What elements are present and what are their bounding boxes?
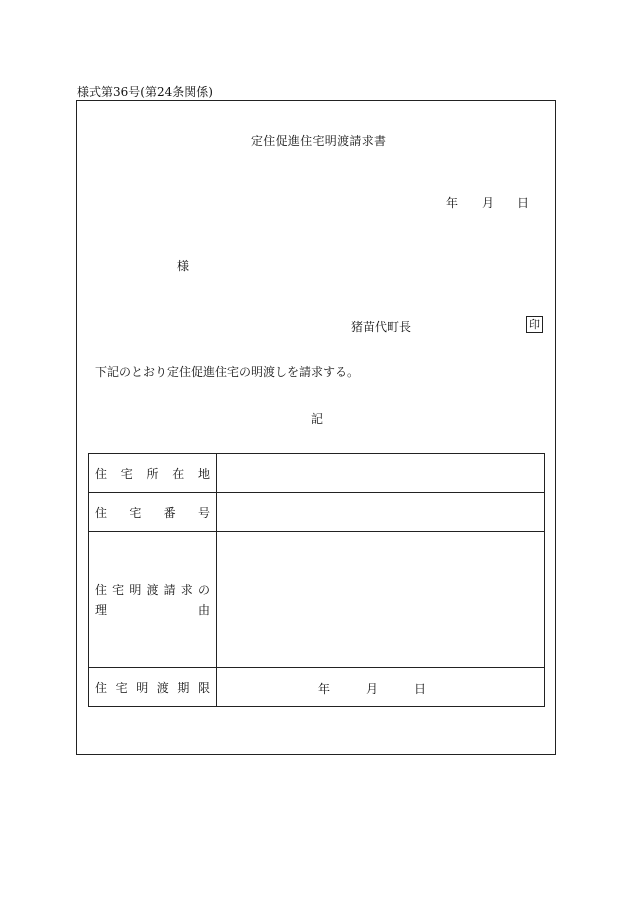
label-char: 明 [136,680,149,695]
request-statement: 下記のとおり定住促進住宅の明渡しを請求する。 [95,365,360,379]
label-char: 由 [197,603,210,617]
addressee-suffix: 様 [177,259,190,273]
seal-stamp: 印 [526,316,543,333]
label-char: 宅 [112,583,125,597]
label-char: 番 [163,505,176,520]
ki-heading: 記 [311,412,324,426]
label-char: 住 [95,583,108,597]
document-title: 定住促進住宅明渡請求書 [251,134,387,148]
label-char: の [197,583,210,597]
label-char: 住 [95,680,108,695]
row-label-deadline [89,668,217,707]
label-char: 住 [95,466,108,481]
row-label-house-number [89,493,217,532]
table-row [89,668,545,707]
table-row [89,493,545,532]
issuer-name: 猪苗代町長 [351,320,412,334]
label-char: 所 [146,466,159,481]
label-char: 理 [95,603,108,617]
label-char: 求 [180,583,193,597]
date-day-label: 日 [517,196,530,210]
label-char: 宅 [129,505,142,520]
label-char: 請 [163,583,176,597]
deadline-value-cell[interactable] [217,668,545,707]
details-table [88,453,545,707]
table-row [89,454,545,493]
label-char: 宅 [120,466,133,481]
form-number-label: 様式第36号(第24条関係) [77,85,213,99]
label-char: 渡 [146,583,159,597]
house-number-value-cell[interactable] [217,493,545,532]
deadline-year-label: 年 [318,682,331,696]
date-month-label: 月 [482,196,495,210]
label-char: 住 [95,505,108,520]
label-char: 限 [197,680,210,695]
reason-value-cell[interactable] [217,532,545,668]
label-char: 宅 [115,680,128,695]
date-year-label: 年 [446,196,459,210]
label-char: 地 [197,466,210,481]
deadline-day-label: 日 [414,682,427,696]
label-char: 期 [177,680,190,695]
address-value-cell[interactable] [217,454,545,493]
table-row [89,532,545,668]
label-char: 渡 [156,680,169,695]
label-char: 明 [129,583,142,597]
label-char: 在 [172,466,185,481]
row-label-address [89,454,217,493]
label-char: 号 [197,505,210,520]
deadline-month-label: 月 [366,682,379,696]
row-label-reason [89,532,217,668]
